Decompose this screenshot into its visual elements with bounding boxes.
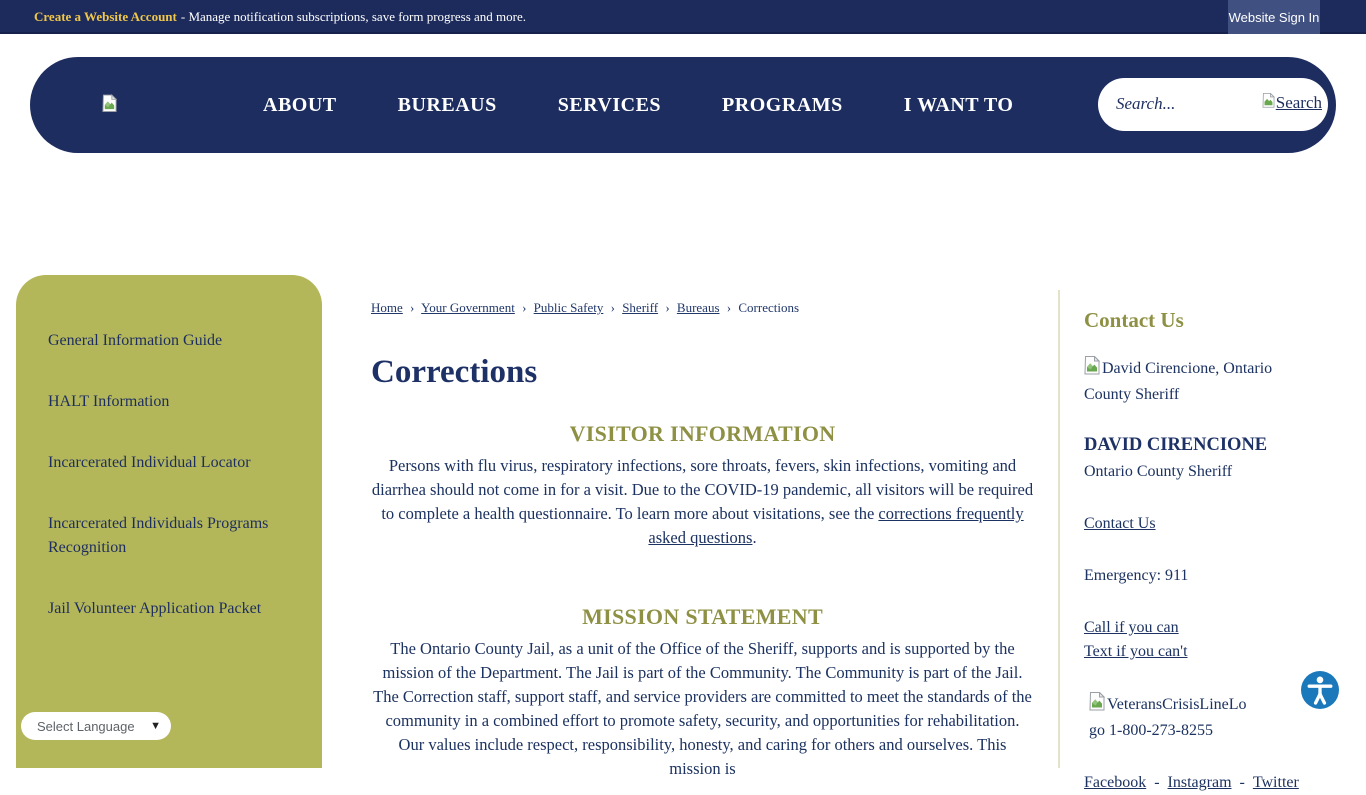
account-promo xyxy=(34,0,526,34)
nav-item-i-want-to[interactable]: I WANT TO xyxy=(903,93,1014,116)
corrections-faq-link[interactable]: corrections frequently asked questions xyxy=(648,504,1024,547)
create-account-link[interactable]: Create a Website Account xyxy=(34,9,177,24)
breadcrumb-separator: › xyxy=(410,300,415,315)
nav-item-about[interactable]: ABOUT xyxy=(263,93,337,116)
sidebar-item-general-information-guide[interactable]: General Information Guide xyxy=(48,332,223,349)
nav-item-services[interactable]: SERVICES xyxy=(557,93,662,116)
content-divider xyxy=(1058,290,1060,768)
text-if-you-cant-link[interactable]: Text if you can't xyxy=(1084,643,1188,660)
nav-menu xyxy=(263,57,1013,153)
sidebar-menu xyxy=(16,275,322,621)
breadcrumb-bureaus[interactable]: Bureaus xyxy=(676,300,720,315)
veterans-phone-number: 1-800-273-8255 xyxy=(1109,722,1213,739)
sheriff-name: DAVID CIRENCIONE xyxy=(1084,435,1268,455)
list-item xyxy=(48,451,292,475)
sheriff-photo-broken-image xyxy=(1084,356,1294,407)
list-item xyxy=(48,329,292,353)
page-title: Corrections xyxy=(371,354,538,390)
breadcrumb-home[interactable]: Home xyxy=(371,300,403,315)
facebook-link[interactable]: Facebook xyxy=(1084,774,1147,791)
search-submit-link[interactable] xyxy=(1262,93,1322,113)
sidebar-item-incarcerated-individual-locator[interactable]: Incarcerated Individual Locator xyxy=(48,454,251,471)
breadcrumb xyxy=(371,300,1034,316)
visitor-information-heading: VISITOR INFORMATION xyxy=(569,421,836,446)
left-sidebar xyxy=(16,275,322,768)
search-input[interactable] xyxy=(1116,90,1236,118)
list-item xyxy=(48,512,292,560)
search-box xyxy=(1098,78,1328,131)
crisis-hotline-links xyxy=(1084,616,1324,664)
visitor-information-text xyxy=(371,454,1034,550)
veterans-image-alt-text: VeteransCrisisLineLogo xyxy=(1089,696,1247,739)
language-selector-label: Select Language xyxy=(37,718,135,734)
sidebar-item-halt-information[interactable]: HALT Information xyxy=(48,393,170,410)
instagram-link[interactable]: Instagram xyxy=(1167,774,1232,791)
breadcrumb-separator: › xyxy=(522,300,527,315)
call-if-you-can-link[interactable]: Call if you can xyxy=(1084,619,1179,636)
language-selector[interactable] xyxy=(21,712,171,740)
contact-panel xyxy=(1084,300,1324,795)
main-navbar xyxy=(30,57,1336,153)
search-link-label: Search xyxy=(1275,93,1322,112)
sidebar-item-jail-volunteer-application[interactable]: Jail Volunteer Application Packet xyxy=(48,600,262,617)
sidebar-item-programs-recognition[interactable]: Incarcerated Individuals Programs Recognition xyxy=(48,515,269,556)
chevron-down-icon: ▼ xyxy=(150,720,161,732)
veterans-broken-image-icon xyxy=(1089,692,1105,719)
site-logo-broken-image-icon[interactable] xyxy=(102,94,117,118)
breadcrumb-separator: › xyxy=(726,300,732,315)
social-separator: - xyxy=(1239,774,1245,791)
social-separator: - xyxy=(1154,774,1160,791)
main-content xyxy=(371,300,1034,781)
nav-item-bureaus[interactable]: BUREAUS xyxy=(397,93,497,116)
mission-statement-text: The Ontario County Jail, as a unit of the Office of the Sheriff, supports and is supported by the mission of the Department. The Jail is part of the Community. The Community is part of the Jail. The Correction staff, support staff, and service providers are committed to meet the standards of the community in a combined effort to promote safety, security, and opportunities for rehabilitation. Our values include respect, responsibility, honesty, and caring for others and ourselves. This mission is xyxy=(373,639,1032,778)
contact-us-heading: Contact Us xyxy=(1084,308,1184,332)
social-links xyxy=(1084,771,1324,795)
breadcrumb-your-government[interactable]: Your Government xyxy=(421,300,515,315)
twitter-link[interactable]: Twitter xyxy=(1252,774,1299,791)
sheriff-title: Ontario County Sheriff xyxy=(1084,463,1233,480)
visitor-text-after-link: . xyxy=(752,528,757,547)
account-tagline: - Manage notification subscriptions, save form progress and more. xyxy=(180,9,527,24)
breadcrumb-current: Corrections xyxy=(738,300,800,315)
website-signin-button[interactable]: Website Sign In xyxy=(1228,0,1320,34)
breadcrumb-public-safety[interactable]: Public Safety xyxy=(533,300,604,315)
contact-us-link[interactable]: Contact Us xyxy=(1084,515,1156,532)
search-broken-image-icon xyxy=(1262,93,1275,113)
accessibility-person-icon xyxy=(1301,697,1339,712)
nav-item-programs[interactable]: PROGRAMS xyxy=(722,93,843,116)
breadcrumb-separator: › xyxy=(610,300,615,315)
broken-image-icon xyxy=(1084,356,1100,383)
sheriff-image-alt-text: David Cirencione, Ontario County Sheriff xyxy=(1084,360,1273,403)
accessibility-button[interactable] xyxy=(1301,671,1339,709)
emergency-number: Emergency: 911 xyxy=(1084,567,1189,584)
mission-statement-heading: MISSION STATEMENT xyxy=(582,604,823,629)
breadcrumb-sheriff[interactable]: Sheriff xyxy=(622,300,659,315)
list-item xyxy=(48,597,292,621)
list-item xyxy=(48,390,292,414)
visitor-text-before-link: Persons with flu virus, respiratory infections, sore throats, fevers, skin infections, vomiting and diarrhea should not come in for a visit. Due to the COVID-19 pandemic, all visitors will be required to complete a health questionnaire. To learn more about visitations, see the xyxy=(371,456,1034,523)
utility-bar xyxy=(0,0,1366,34)
veterans-crisis-line-link[interactable] xyxy=(1089,692,1254,743)
breadcrumb-separator: › xyxy=(665,300,670,315)
